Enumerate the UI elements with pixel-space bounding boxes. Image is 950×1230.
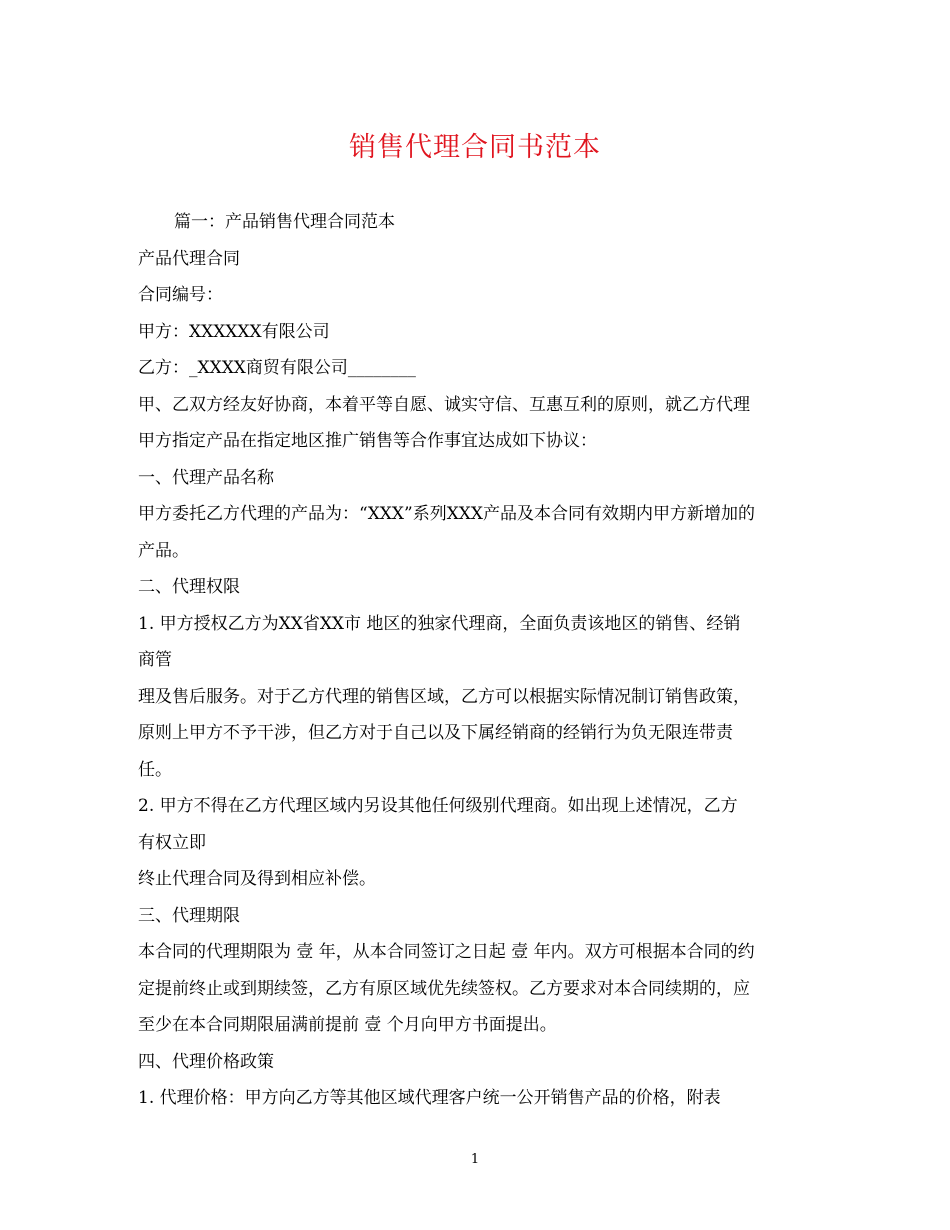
text-line: 甲方委托乙方代理的产品为：“XXX”系列XXX产品及本合同有效期内甲方新增加的 bbox=[138, 504, 755, 524]
text-line: 终止代理合同及得到相应补偿。 bbox=[138, 869, 376, 889]
text-line: 甲方：XXXXXX有限公司 bbox=[138, 321, 330, 342]
text-line: 三、代理期限 bbox=[138, 905, 240, 926]
page-number: 1 bbox=[470, 1152, 480, 1167]
document-body bbox=[138, 204, 818, 1117]
text-line: 1. 代理价格：甲方向乙方等其他区域代理客户统一公开销售产品的价格，附表 bbox=[138, 1088, 721, 1108]
text-line: 有权立即 bbox=[138, 832, 206, 853]
text-line: 甲方指定产品在指定地区推广销售等合作事宜达成如下协议： bbox=[138, 431, 597, 451]
text-line: 乙方：_XXXX商贸有限公司________ bbox=[138, 358, 416, 378]
text-line: 一、代理产品名称 bbox=[138, 467, 274, 488]
text-line: 理及售后服务。对于乙方代理的销售区域，乙方可以根据实际情况制订销售政策， bbox=[138, 686, 750, 707]
text-line: 2. 甲方不得在乙方代理区域内另设其他任何级别代理商。如出现上述情况，乙方 bbox=[138, 796, 738, 816]
text-line: 二、代理权限 bbox=[138, 577, 240, 597]
text-line: 甲、乙双方经友好协商，本着平等自愿、诚实守信、互惠互利的原则，就乙方代理 bbox=[138, 394, 750, 415]
text-line: 任。 bbox=[138, 759, 172, 780]
text-line: 至少在本合同期限届满前提前 壹 个月向甲方书面提出。 bbox=[138, 1015, 557, 1035]
text-line: 原则上甲方不予干涉，但乙方对于自己以及下属经销商的经销行为负无限连带责 bbox=[138, 723, 733, 743]
text-line: 产品代理合同 bbox=[138, 248, 240, 269]
text-line: 1. 甲方授权乙方为XX省XX市 地区的独家代理商，全面负责该地区的销售、经销 bbox=[138, 613, 741, 634]
text-line: 合同编号： bbox=[138, 285, 223, 305]
text-line: 本合同的代理期限为 壹 年，从本合同签订之日起 壹 年内。双方可根据本合同的约 bbox=[138, 942, 755, 962]
document-title: 销售代理合同书范本 bbox=[349, 132, 601, 163]
text-line: 商管 bbox=[138, 650, 172, 670]
text-line: 定提前终止或到期续签，乙方有原区域优先续签权。乙方要求对本合同续期的，应 bbox=[138, 978, 750, 999]
text-line: 四、代理价格政策 bbox=[138, 1051, 274, 1072]
section-heading: 篇一：产品销售代理合同范本 bbox=[174, 212, 395, 232]
text-line: 产品。 bbox=[138, 540, 189, 561]
